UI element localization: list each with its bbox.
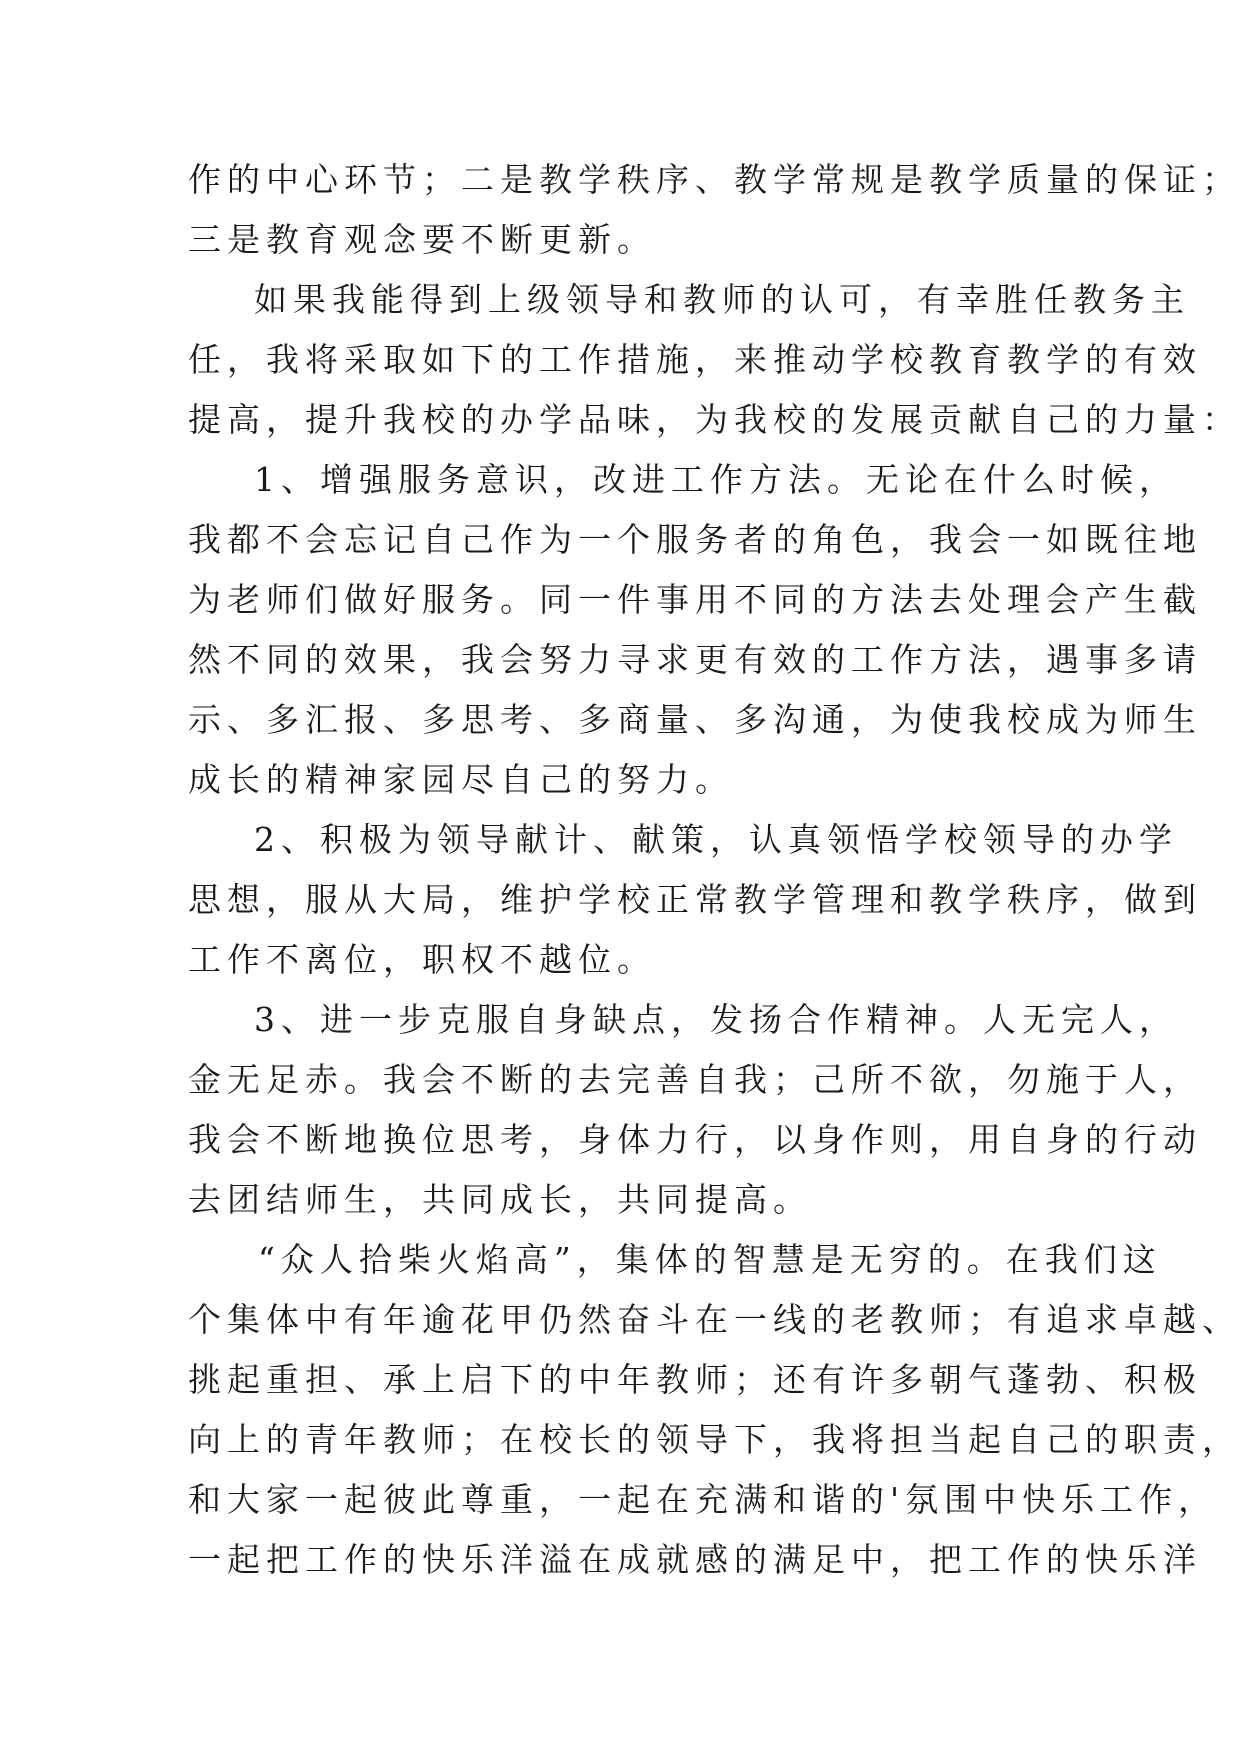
- text-line: 和大家一起彼此尊重，一起在充满和谐的'氛围中快乐工作，: [188, 1480, 1218, 1519]
- text-line: 一起把工作的快乐洋溢在成就感的满足中，把工作的快乐洋: [188, 1540, 1202, 1579]
- text-line: 任，我将采取如下的工作措施，来推动学校教育教学的有效: [188, 340, 1202, 379]
- text-line: 提高，提升我校的办学品味，为我校的发展贡献自己的力量：: [188, 400, 1241, 439]
- text-line: 作的中心环节；二是教学秩序、教学常规是教学质量的保证；: [188, 160, 1241, 199]
- text-line: 三是教育观念要不断更新。: [188, 220, 656, 259]
- text-line: 工作不离位，职权不越位。: [188, 940, 656, 979]
- paragraph-start-line: “众人拾柴火焰高”，集体的智慧是无穷的。在我们这: [258, 1240, 1162, 1279]
- document-body: [188, 150, 1241, 1590]
- text-line: 然不同的效果，我会努力寻求更有效的工作方法，遇事多请: [188, 640, 1202, 679]
- text-line: 我都不会忘记自己作为一个服务者的角色，我会一如既往地: [188, 520, 1202, 559]
- text-line: 为老师们做好服务。同一件事用不同的方法去处理会产生截: [188, 580, 1202, 619]
- text-line: 成长的精神家园尽自己的努力。: [188, 760, 734, 799]
- text-line: 挑起重担、承上启下的中年教师；还有许多朝气蓬勃、积极: [188, 1360, 1202, 1399]
- text-line: 示、多汇报、多思考、多商量、多沟通，为使我校成为师生: [188, 700, 1202, 739]
- text-line: 我会不断地换位思考，身体力行，以身作则，用自身的行动: [188, 1120, 1202, 1159]
- text-line: 金无足赤。我会不断的去完善自我；己所不欲，勿施于人，: [188, 1060, 1202, 1099]
- text-line: 去团结师生，共同成长，共同提高。: [188, 1180, 812, 1219]
- text-line: 思想，服从大局，维护学校正常教学管理和教学秩序，做到: [188, 880, 1202, 919]
- paragraph-start-line: 如果我能得到上级领导和教师的认可，有幸胜任教务主: [254, 280, 1190, 319]
- list-item-1-start-line: 1、增强服务意识，改进工作方法。无论在什么时候，: [254, 460, 1178, 499]
- list-item-3-start-line: 3、进一步克服自身缺点，发扬合作精神。人无完人，: [254, 1000, 1178, 1039]
- text-line: 个集体中有年逾花甲仍然奋斗在一线的老教师；有追求卓越、: [188, 1300, 1241, 1339]
- text-line: 向上的青年教师；在校长的领导下，我将担当起自己的职责，: [188, 1420, 1241, 1459]
- list-item-2-start-line: 2、积极为领导献计、献策，认真领悟学校领导的办学: [254, 820, 1178, 859]
